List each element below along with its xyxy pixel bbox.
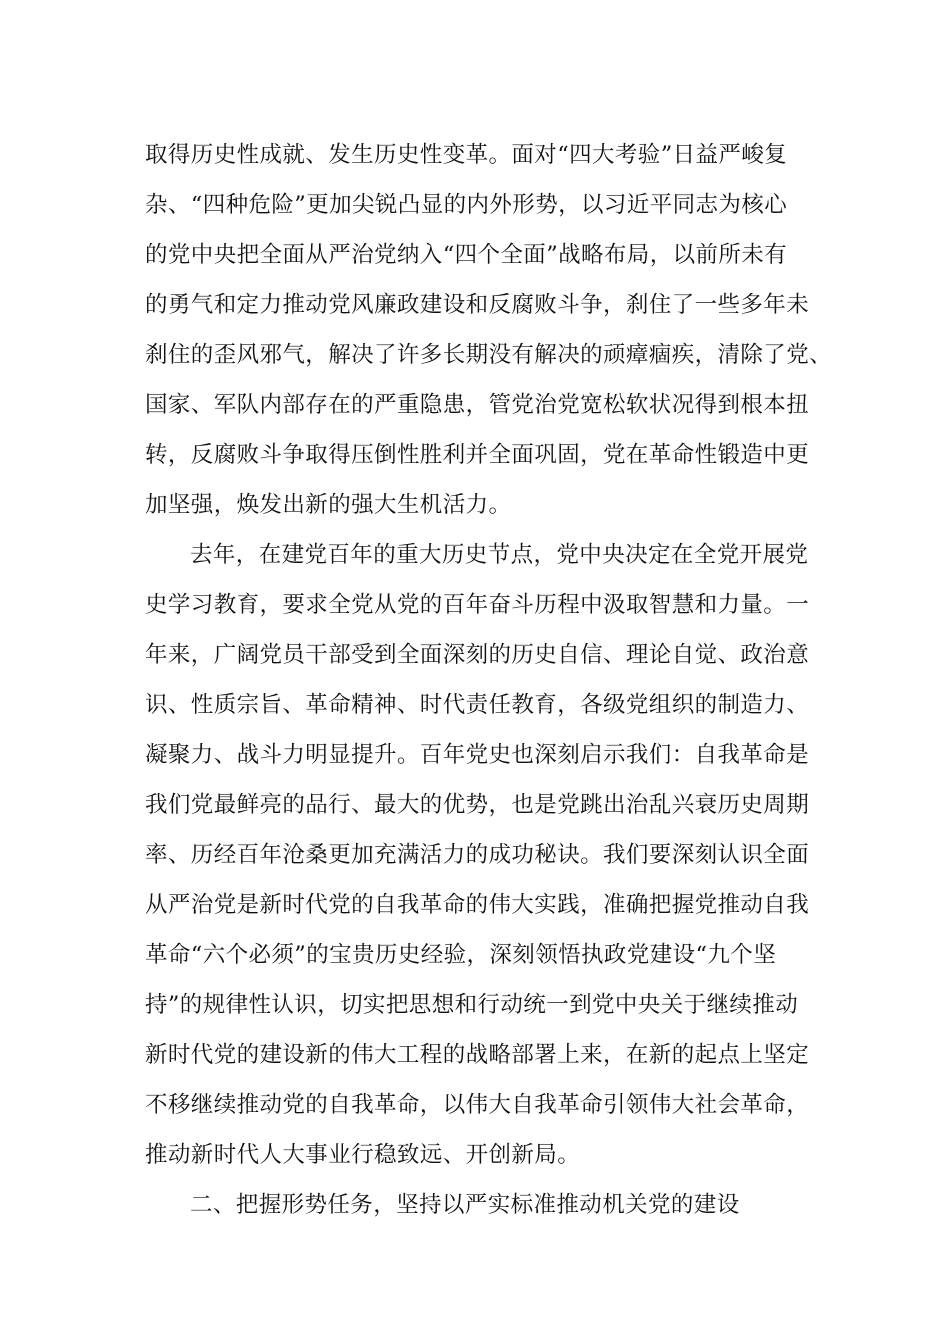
text-line: 的勇气和定力推动党风廉政建设和反腐败斗争，刹住了一些多年未 — [145, 292, 810, 318]
text-line: 新时代党的建设新的伟大工程的战略部署上来，在新的起点上坚定 — [145, 1042, 810, 1068]
text-line: 率、历经百年沧桑更加充满活力的成功秘诀。我们要深刻认识全面 — [145, 842, 810, 868]
text-line: 史学习教育，要求全党从党的百年奋斗历程中汲取智慧和力量。一 — [145, 592, 810, 618]
text-line: 从严治党是新时代党的自我革命的伟大实践，准确把握党推动自我 — [145, 892, 810, 918]
text-line: 杂、“四种危险”更加尖锐凸显的内外形势，以习近平同志为核心 — [145, 192, 788, 218]
text-line: 识、性质宗旨、革命精神、时代责任教育，各级党组织的制造力、 — [145, 692, 810, 718]
text-line: 革命“六个必须”的宝贵历史经验，深刻领悟执政党建设“九个坚 — [145, 942, 777, 968]
text-line: 持”的规律性认识，切实把思想和行动统一到党中央关于继续推动 — [145, 992, 799, 1018]
paragraph-first-line: 去年，在建党百年的重大历史节点，党中央决定在全党开展党 — [190, 542, 809, 568]
text-line: 推动新时代人大事业行稳致远、开创新局。 — [145, 1142, 581, 1168]
text-line: 转，反腐败斗争取得压倒性胜利并全面巩固，党在革命性锻造中更 — [145, 442, 810, 468]
text-line: 我们党最鲜亮的品行、最大的优势，也是党跳出治乱兴衰历史周期 — [145, 792, 810, 818]
text-line: 的党中央把全面从严治党纳入“四个全面”战略布局，以前所未有 — [145, 242, 788, 268]
text-line: 凝聚力、战斗力明显提升。百年党史也深刻启示我们：自我革命是 — [145, 742, 810, 768]
text-line: 不移继续推动党的自我革命，以伟大自我革命引领伟大社会革命， — [145, 1092, 810, 1118]
text-line: 年来，广阔党员干部受到全面深刻的历史自信、理论自觉、政治意 — [145, 642, 810, 668]
section-heading: 二、把握形势任务，坚持以严实标准推动机关党的建设 — [190, 1192, 740, 1218]
text-line: 加坚强，焕发出新的强大生机活力。 — [145, 492, 512, 518]
text-line: 刹住的歪风邪气，解决了许多长期没有解决的顽瘴痼疾，清除了党、 — [145, 342, 833, 368]
text-line: 国家、军队内部存在的严重隐患，管党治党宽松软状况得到根本扭 — [145, 392, 810, 418]
text-line: 取得历史性成就、发生历史性变革。面对“四大考验”日益严峻复 — [145, 142, 788, 168]
